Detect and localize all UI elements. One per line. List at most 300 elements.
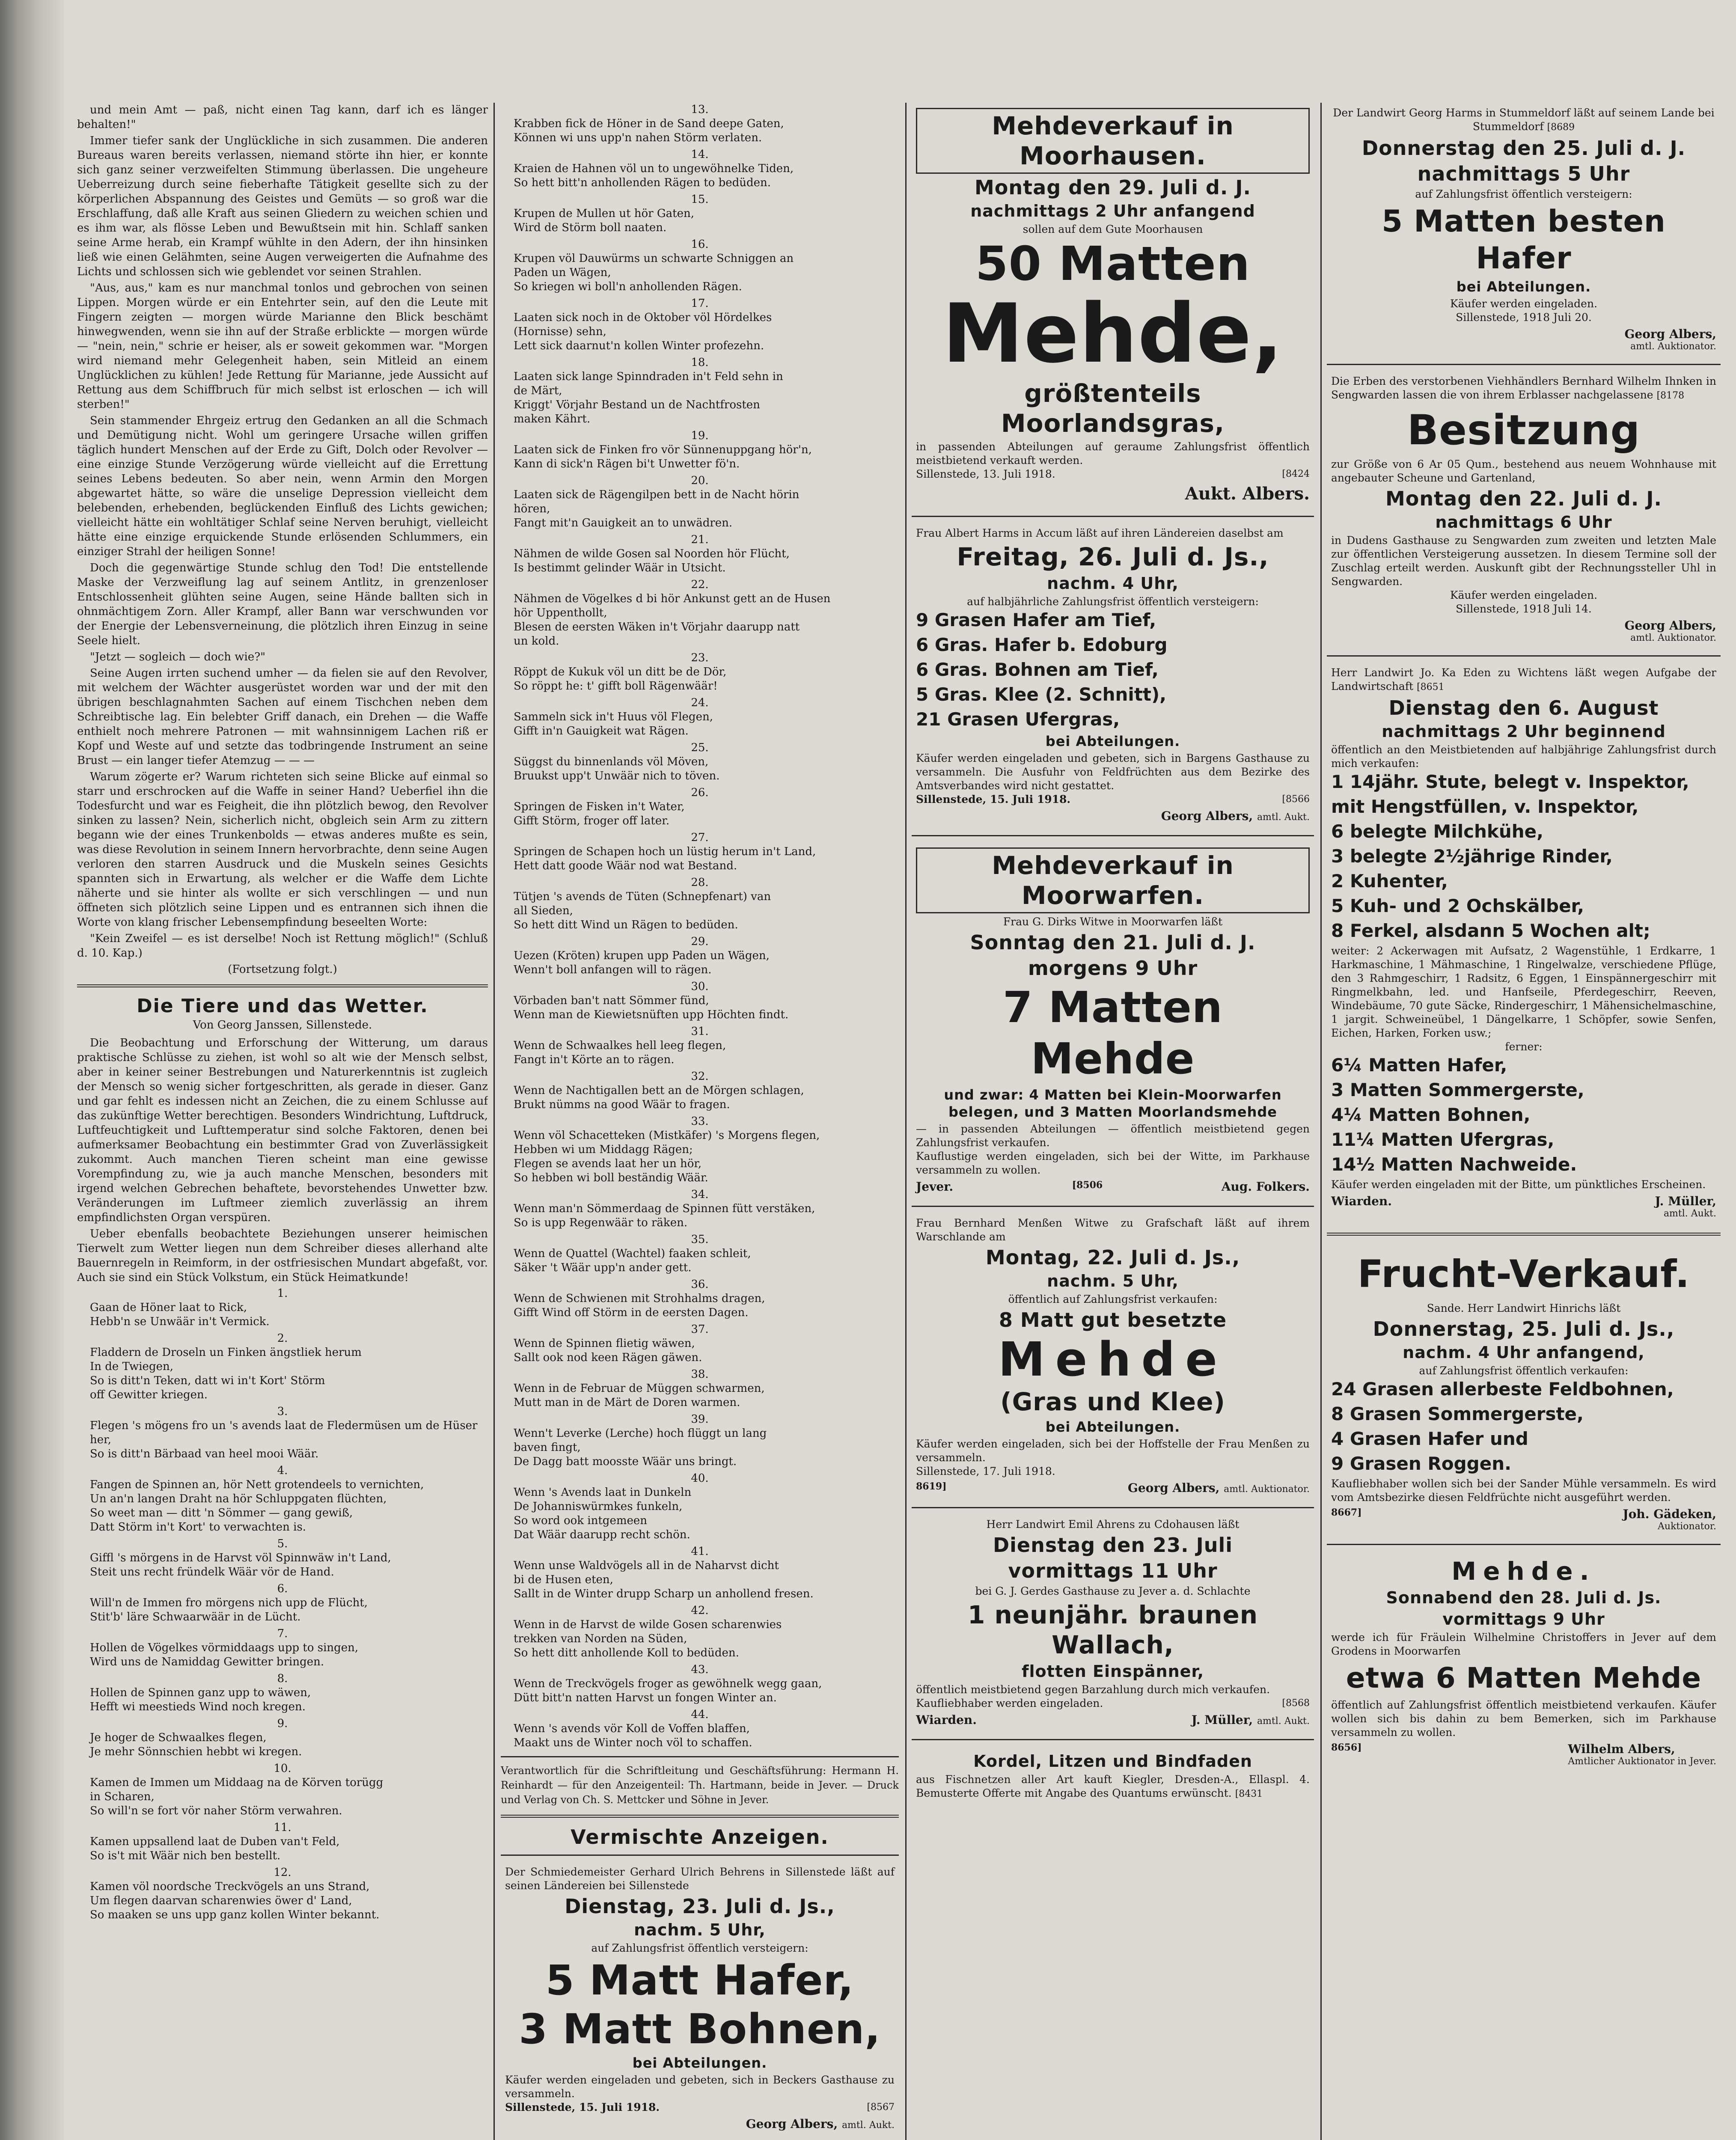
stanza-line: Tütjen 's avends de Tüten (Schnepfenart) van <box>514 890 771 903</box>
stanza-number: 6. <box>277 1582 288 1595</box>
stanza-line: in Scharen, <box>90 1790 155 1803</box>
ad-word: Mehde <box>998 1332 1228 1387</box>
stanza-number: 35. <box>691 1233 709 1246</box>
ad-time: nachm. 5 Uhr, <box>634 1920 766 1939</box>
ad-time: nachm. 5 Uhr, <box>1047 1272 1179 1290</box>
stanza-line: Dütt bitt'n natten Harvst un fongen Winter an. <box>514 1691 777 1704</box>
rhyme-stanza <box>501 1545 899 1601</box>
ad-item-oats: 5 Matt Hafer, <box>545 1956 854 2004</box>
stanza-line: Sallt in de Winter drupp Scharp un anhollend fresen. <box>514 1587 814 1600</box>
ad-terms: in Dudens Gasthause zu Sengwarden zum zweiten und letzten Male zur öffentlichen Versteigerung aussetzen. In diesem Termine soll der Zuschlag erteilt werden. Auskunft gibt der Rechnungssteller Uhl in Sengwarden. <box>1331 534 1716 588</box>
novel-paragraph: Sein stammender Ehrgeiz ertrug den Gedanken an all die Schmach und Demütigung nicht. Wohl um geringere Ursache willen griffen täglich hundert Menschen auf der Erde zu Gift, Dolch oder Revolver — eine einzige Stunde Verzögerung würde vielleicht auf die Errettung seines Lebens bedeuten. So aber nein, wenn Armin den Morgen abgewartet hätte, so wäre die unselige Depression vielleicht dem belebenden, erhebenden, beglückenden Einfluß des Lichts gewichen; vielleicht hätte ein wohltätiger Schlaf seine Nerven beruhigt, vielleicht hätte eine einzige erquickende Stunde erlösenden Schlummers, ein einziger Strahl der heiligen Sonne! <box>77 414 488 558</box>
ad-headline: Frucht-Verkauf. <box>1357 1252 1690 1296</box>
stanza-line: Nähmen de wilde Gosen sal Noorden hör Flücht, <box>514 547 790 560</box>
novel-paragraph: Warum zögerte er? Warum richteten sich seine Blicke auf einmal so starr und erschrocken auf die Waffe in seiner Hand? Ueberfiel ihn die Todesfurcht und war es Feigheit, die ihn plötzlich bewog, den Revolver sinken zu lassen? Nein, sicherlich nicht, obgleich sein Arm zu zittern begann wie der eines Trunkenbolds — etwas anderes mußte es sein, was diese Revolution in seinem Innern hervorbrachte, denn seine Augen verloren den starren Ausdruck und die Muskeln seines Gesichts spannten sich in Erwartung, als welcher er die Waffe dem Lichte näherte und sie hinter als wollte er sich verschlingen — und nun öffneten sich plötzlich seine Lippen und es entrannen sich ihnen die Worte von klang frischer Lebensempfindung beseelten Worte: <box>77 770 488 929</box>
stanza-number: 11. <box>273 1821 291 1834</box>
ad-intro: Sande. Herr Landwirt Hinrichs läßt <box>1427 1302 1621 1314</box>
ad-item-line: 8 Ferkel, alsdann 5 Wochen alt; <box>1331 920 1650 941</box>
novel-paragraph: Immer tiefer sank der Unglückliche in sich zusammen. Die anderen Bureaus waren bereits verlassen, niemand störte ihn hier, er konnte sich ganz seiner verzweifelten Stimmung überlassen. Die ungeheure Ueberreizung durch seine fieberhafte Tätigkeit gesellte sich zu der körperlichen Abspannung des Geistes und Gemüts — so groß war die Erschlaffung, daß alle Kraft aus seinen Gliedern zu weichen schien und es ihm war, als flösse Leben und Bewußtsein mit hin. Schlaff sanken seine Arme herab, ein Krampf wühlte in den Adern, der ihn hinsinken ließ wie einen Gelähmten, seine Augen verweigerten die Aufnahme des Lichts und schlossen sich wie geblendet vor seinen Strahlen. <box>77 134 488 278</box>
ad-mode: auf Zahlungsfrist öffentlich versteigern: <box>1415 188 1632 200</box>
stanza-number: 41. <box>691 1545 709 1558</box>
ad-quantity: 50 Matten <box>975 236 1251 291</box>
ad-time: nachmittags 6 Uhr <box>1435 513 1612 532</box>
stanza-number: 4. <box>277 1464 288 1477</box>
stanza-line: Kamen völ noordsche Treckvögels an uns Strand, <box>90 1880 370 1893</box>
stanza-line: Krupen völ Dauwürms un schwarte Schniggen an <box>514 252 794 265</box>
ad-menssen-grafschaft <box>912 1213 1314 1501</box>
ad-date: Dienstag, 23. Juli d. Js., <box>565 1895 835 1918</box>
stanza-line: Wenn't boll anfangen will to rägen. <box>514 963 712 976</box>
rhyme-stanza <box>501 193 899 235</box>
stanza-number: 29. <box>691 935 709 948</box>
ad-body: aus Fischnetzen aller Art kauft Kiegler, Dresden-A., Ellaspl. 4. Bemusterte Offerte mit Angabe des Quantums erwünscht. [8431 <box>916 1773 1310 1799</box>
stanza-line: off Gewitter kriegen. <box>90 1388 208 1401</box>
rhyme-stanza <box>501 1708 899 1750</box>
stanza-number: 40. <box>691 1472 709 1485</box>
stanza-line: So hebben wi boll beständig Wäär. <box>514 1171 708 1184</box>
stanza-line: Krabben fick de Höner in de Sand deepe Gaten, <box>514 117 784 130</box>
novel-paragraph: Seine Augen irrten suchend umher — da fielen sie auf den Revolver, mit welchem der Wächter ausgerüstet worden war und der mit den übrigen beschlagnahmten Sachen auf einem Tischchen neben dem Schreibtische lag. Ein belebter Griff danach, ein Drehen — die Waffe enthielt noch mehrere Patronen — mit wahnsinnigem Lachen riß er Kopf und Weste auf und setzte das todbringende Instrument an seine Brust — ein langer tiefer Atemzug — — — <box>77 667 488 767</box>
rhyme-stanza <box>501 876 899 932</box>
ad-note: Käufer werden eingeladen. <box>1450 589 1598 601</box>
ad-body: und zwar: 4 Matten bei Klein-Moorwarfen belegen, und 3 Matten Moorlandsmehde <box>944 1087 1282 1120</box>
article-title: Die Tiere und das Wetter. <box>137 995 428 1017</box>
ad-word: Besitzung <box>1407 406 1641 454</box>
ad-date: Sonnabend den 28. Juli d. Js. <box>1386 1588 1662 1607</box>
stanza-line: Lett sick daarnut'n kollen Winter profezehn. <box>514 339 764 352</box>
stanza-number: 13. <box>691 103 709 116</box>
ad-kordel-litzen <box>912 1746 1314 1804</box>
ad-christoffers-mehde <box>1327 1551 1721 1773</box>
stanza-line: Hebben wi um Middagg Rägen; <box>514 1143 693 1156</box>
rhyme-stanza <box>77 1627 488 1669</box>
stanza-number: 26. <box>691 786 709 799</box>
stanza-number: 15. <box>691 193 709 206</box>
ad-sub: bei Abteilungen. <box>1456 279 1591 295</box>
stanza-line: Wird uns de Namiddag Gewitter bringen. <box>90 1656 324 1668</box>
stanza-number: 22. <box>691 578 709 591</box>
ad-item-line: 3 belegte 2½jährige Rinder, <box>1331 846 1613 867</box>
ad-intro: Die Erben des verstorbenen Viehhändlers Bernhard Wilhelm Ihnken in Sengwarden lassen die von ihrem Erblasser nachgelassene [8178 <box>1331 375 1716 401</box>
stanza-line: Will'n de Immen fro mörgens nich upp de Flücht, <box>90 1596 368 1609</box>
ad-ahrens-wallach <box>912 1514 1314 1733</box>
stanza-line: Flegen se avends laat her un hör, <box>514 1157 702 1170</box>
ad-headline: Mehdeverkauf in Moorhausen. <box>916 108 1310 174</box>
stanza-line: Wenn de Nachtigallen bett an de Mörgen schlagen, <box>514 1084 804 1097</box>
stanza-line: Mutt man in de Märt de Doren warmen. <box>514 1396 740 1409</box>
rhyme-stanza <box>501 429 899 471</box>
stanza-number: 5. <box>277 1537 288 1550</box>
rhyme-stanza <box>501 103 899 145</box>
ad-item-line: 14½ Matten Nachweide. <box>1331 1154 1577 1175</box>
stanza-line: Flegen 's mögens fro un 's avends laat de Fledermüsen um de Hüser her, <box>90 1419 478 1446</box>
novel-paragraph: und mein Amt — paß, nicht einen Tag kann, darf ich es länger behalten!" <box>77 104 488 131</box>
stanza-line: Bruukst upp't Unwäär nich to töven. <box>514 770 720 782</box>
ad-item-line: 3 Matten Sommergerste, <box>1331 1079 1584 1100</box>
stanza-line: Kraien de Hahnen völ un to ungewöhnelke Tiden, <box>514 162 794 175</box>
stanza-line: So weet man — ditt 'n Sömmer — gang gewiß, <box>90 1507 353 1519</box>
stanza-number: 12. <box>273 1866 291 1879</box>
stanza-line: de Märt, <box>514 384 562 397</box>
stanza-line: Wenn de Schwienen mit Strohhalms dragen, <box>514 1292 765 1305</box>
column-2 <box>501 103 899 2140</box>
ad-item-beans: 3 Matt Bohnen, <box>519 2005 881 2053</box>
stanza-line: Dat Wäär daarupp recht schön. <box>514 1528 690 1541</box>
stanza-number: 32. <box>691 1070 709 1083</box>
ad-item-line: 6 belegte Milchkühe, <box>1331 821 1544 842</box>
ad-body: zur Größe von 6 Ar 05 Qum., bestehend aus neuem Wohnhause mit angebauter Scheune und Gartenland, <box>1331 458 1716 484</box>
ad-crop-items <box>1331 1054 1716 1176</box>
stanza-number: 7. <box>277 1627 288 1640</box>
stanza-line: De Johanniswürmkes funkeln, <box>514 1500 683 1513</box>
rhyme-stanza <box>501 1278 899 1320</box>
ad-quantity: etwa 6 Matten Mehde <box>1346 1661 1702 1694</box>
rhyme-stanza <box>501 1070 899 1112</box>
ad-signature: Georg Albers, amtl. Aukt. <box>1161 809 1310 823</box>
ad-item-line: 6 Gras. Hafer b. Edoburg <box>916 634 1168 655</box>
ad-item-line: 1 14jähr. Stute, belegt v. Inspektor, <box>1331 771 1689 792</box>
ad-note: Kaufliebhaber wollen sich bei der Sander Mühle versammeln. Es wird vom Amtsbezirke diesen Feldfrüchte nicht ausgeführt werden. <box>1331 1477 1716 1504</box>
ad-note: Kaufliebhaber werden eingeladen. [8568 <box>916 1697 1310 1709</box>
rhyme-stanza <box>501 741 899 783</box>
stanza-line: Wird de Störm boll naaten. <box>514 221 667 234</box>
stanza-line: Laaten sick noch in de Oktober völ Hördelkes <box>514 311 772 324</box>
stanza-line: So is upp Regenwäär to räken. <box>514 1216 688 1229</box>
ad-intro: Frau Albert Harms in Accum läßt auf ihren Ländereien daselbst am <box>916 527 1284 539</box>
ad-mode: öffentlich auf Zahlungsfrist verkaufen: <box>1008 1293 1218 1305</box>
stanza-line: Kriggt' Vörjahr Bestand un de Nachtfrosten <box>514 398 760 411</box>
stanza-line: Können wi uns upp'n nahen Störm verlaten. <box>514 131 762 144</box>
ad-item-line: 6 Gras. Bohnen am Tief, <box>916 659 1159 680</box>
stanza-line: Gifft Wind off Störm in de eersten Dagen. <box>514 1306 749 1319</box>
ad-livestock-items <box>1331 770 1716 942</box>
ad-ihnken-besitzung <box>1327 371 1721 649</box>
stanza-line: Wenn't Leverke (Lerche) hoch flüggt un lang <box>514 1427 767 1440</box>
ad-mode: auf Zahlungsfrist öffentlich versteigern: <box>591 1942 809 1954</box>
ad-note: Käufer werden eingeladen und gebeten, sich in Bargens Gasthause zu versammeln. Die Ausfuhr von Feldfrüchten aus dem Bezirke des Amtsverbandes wird nicht gestattet. <box>916 752 1310 792</box>
ad-intro: Der Landwirt Georg Harms in Stummeldorf läßt auf seinem Lande bei Stummeldorf [8689 <box>1333 107 1715 133</box>
ad-sub: bei Abteilungen. <box>1045 733 1180 749</box>
stanza-line: Wenn in de Februar de Müggen schwarmen, <box>514 1382 765 1395</box>
ad-place-date: Sillenstede, 13. Juli 1918. [8424 <box>916 468 1310 480</box>
rhyme-stanza <box>77 1866 488 1922</box>
ad-date: Montag den 29. Juli d. J. <box>975 176 1251 199</box>
ad-sub: bei Abteilungen. <box>632 2055 767 2071</box>
stanza-line: Kamen uppsallend laat de Duben van't Feld, <box>90 1835 340 1848</box>
ad-signature: Wiarden. J. Müller, amtl. Aukt. <box>916 1713 1310 1727</box>
stanza-number: 44. <box>691 1708 709 1721</box>
ad-intro: Herr Landwirt Emil Ahrens zu Cdohausen läßt <box>986 1518 1240 1531</box>
ad-frucht-verkauf <box>1327 1243 1721 1538</box>
stanza-line: Wenn man'n Sömmerdaag de Spinnen fütt verstäken, <box>514 1202 815 1215</box>
stanza-line: Säker 't Wäär upp'n ander gett. <box>514 1261 692 1274</box>
ad-item-line: 24 Grasen allerbeste Feldbohnen, <box>1331 1379 1674 1400</box>
stanza-line: Brukt nümms na good Wäär to fragen. <box>514 1098 730 1111</box>
ad-date: Donnerstag, 25. Juli d. Js., <box>1373 1317 1675 1340</box>
stanza-line: Gaan de Höner laat to Rick, <box>90 1301 247 1314</box>
stanza-line: trekken van Norden na Süden, <box>514 1632 687 1645</box>
novel-paragraph: Doch die gegenwärtige Stunde schlug den Tod! Die entstellende Maske der Verzweiflung lag auf seinem Antlitz, in grenzenloser Entschlossenheit glühten seine Augen, seine Hände ballten sich in ohnmächtigem Zorn. Aller Krampf, aller Bann war verschwunden vor der Energie der Lebensverneinung, die plötzlich ihren Einzug in seine Seele hielt. <box>77 562 488 647</box>
ad-terms: öffentlich meistbietend gegen Barzahlung durch mich verkaufen. <box>916 1683 1270 1696</box>
stanza-line: So is ditt'n Bärbaad van heel mooi Wäär. <box>90 1447 319 1460</box>
rhyme-stanza <box>501 1115 899 1185</box>
ad-mode: auf halbjährliche Zahlungsfrist öffentlich versteigern: <box>967 595 1259 608</box>
ad-harms-accum <box>912 523 1314 829</box>
ad-headline: Kordel, Litzen und Bindfaden <box>973 1752 1252 1771</box>
ad-item-line: mit Hengstfüllen, v. Inspektor, <box>1331 796 1639 817</box>
novel-installment <box>77 103 488 960</box>
stanza-line: Laaten sick lange Spinndraden in't Feld sehn in <box>514 370 783 383</box>
stanza-line: Laaten sick de Finken fro vör Sünnenuppgang hör'n, <box>514 443 812 456</box>
stanza-line: Wenn völ Schacetteken (Mistkäfer) 's Morgens flegen, <box>514 1129 820 1142</box>
stanza-number: 30. <box>691 980 709 993</box>
weather-rhymes-continued <box>501 103 899 1750</box>
stanza-number: 24. <box>691 696 709 709</box>
stanza-line: Stit'b' läre Schwaarwäär in de Lücht. <box>90 1611 301 1623</box>
rhyme-stanza <box>77 1582 488 1624</box>
ad-terms: in passenden Abteilungen auf geraume Zahlungsfrist öffentlich meistbietend verkauft werden. <box>916 440 1310 467</box>
ad-item-line: 2 Kuhenter, <box>1331 871 1448 892</box>
stanza-line: So kriegen wi boll'n anhollenden Rägen. <box>514 280 742 293</box>
stanza-number: 3. <box>277 1405 288 1418</box>
stanza-line: Vörbaden ban't natt Sömmer fünd, <box>514 994 709 1007</box>
ad-intro: Der Schmiedemeister Gerhard Ulrich Behrens in Sillenstede läßt auf seinen Ländereien bei Sillenstede <box>505 1866 895 1892</box>
rhyme-stanza <box>501 651 899 693</box>
stanza-line: So hett ditt anhollende Koll to bedüden. <box>514 1647 739 1659</box>
column-1 <box>77 103 488 2140</box>
stanza-number: 33. <box>691 1115 709 1128</box>
ad-signature: 8619] Georg Albers, amtl. Auktionator. <box>916 1481 1310 1495</box>
stanza-line: Uezen (Kröten) krupen upp Paden un Wägen, <box>514 949 770 962</box>
stanza-line: So röppt he: t' gifft boll Rägenwäär! <box>514 680 718 693</box>
stanza-line: Hefft wi meestieds Wind noch kregen. <box>90 1700 306 1713</box>
novel-paragraph: "Kein Zweifel — es ist derselbe! Noch ist Rettung möglich!" (Schluß d. 10. Kap.) <box>77 932 488 960</box>
ad-place-date: Sillenstede, 1918 Juli 20. <box>1456 311 1592 324</box>
stanza-number: 16. <box>691 238 709 251</box>
ad-date: Donnerstag den 25. Juli d. J. <box>1361 137 1686 160</box>
stanza-line: maken Kährt. <box>514 413 591 425</box>
stanza-line: So will'n se fort vör naher Störm verwahren. <box>90 1804 342 1817</box>
ad-date: Sonntag den 21. Juli d. J. <box>970 931 1256 954</box>
stanza-line: De Dagg batt moosste Wäär uns bringt. <box>514 1455 737 1468</box>
ad-intro: Herr Landwirt Jo. Ka Eden zu Wichtens läßt wegen Aufgabe der Landwirtschaft [8651 <box>1331 666 1716 693</box>
rhyme-stanza <box>501 533 899 575</box>
ad-date: Freitag, 26. Juli d. Js., <box>957 542 1269 571</box>
ad-note: Käufer werden eingeladen. <box>1450 297 1598 310</box>
stanza-line: Wenn man de Kiewietsnüften upp Höchten findt. <box>514 1008 789 1021</box>
ad-time: morgens 9 Uhr <box>1028 957 1198 980</box>
ad-item: 1 neunjähr. braunen Wallach, <box>967 1600 1258 1659</box>
stanza-number: 38. <box>691 1368 709 1381</box>
rhyme-stanza <box>501 935 899 977</box>
publisher-credit: Verantwortlich für die Schriftleitung und Geschäftsführung: Hermann H. Reinhardt — für den Anzeigenteil: Th. Hartmann, beide in Jever. — Druck und Verlag von Ch. S. Mettcker und Söhne in Jever. <box>501 1765 899 1806</box>
rhyme-stanza <box>501 696 899 738</box>
rhyme-stanza <box>501 578 899 648</box>
rhyme-stanza <box>501 1233 899 1275</box>
stanza-line: all Sieden, <box>514 904 573 917</box>
stanza-line: Nähmen de Vögelkes d bi hör Ankunst gett an de Husen <box>514 592 831 605</box>
stanza-line: So is ditt'n Teken, datt wi in't Kort' Störm <box>90 1374 325 1387</box>
stanza-line: hör Uppenthollt, <box>514 606 607 619</box>
ad-intro: Frau Bernhard Menßen Witwe zu Grafschaft läßt auf ihrem Warschlande am <box>916 1217 1310 1243</box>
stanza-line: Blesen de eersten Wäken in't Vörjahr daarupp natt <box>514 621 800 633</box>
ad-terms: — in passenden Abteilungen — öffentlich meistbietend gegen Zahlungsfrist verkaufen. <box>916 1123 1310 1149</box>
rhyme-stanza <box>501 148 899 190</box>
stanza-line: Hett datt goode Wäär nod wat Bestand. <box>514 859 737 872</box>
stanza-line: Röppt de Kukuk völ un ditt be de Dör, <box>514 666 727 678</box>
rhyme-stanza <box>77 1332 488 1402</box>
stanza-line: Wenn de Schwaalkes hell leeg flegen, <box>514 1039 726 1052</box>
rhyme-stanza <box>501 1412 899 1469</box>
stanza-number: 17. <box>691 297 709 310</box>
stanza-line: Is bestimmt gelinder Wäär in Utsicht. <box>514 562 726 574</box>
continuation-note: (Fortsetzung folgt.) <box>228 963 337 976</box>
column-divider <box>493 103 495 2140</box>
stanza-line: Wenn de Quattel (Wachtel) faaken schleit, <box>514 1247 751 1260</box>
stanza-number: 39. <box>691 1413 709 1426</box>
ad-note: Käufer werden eingeladen und gebeten, sich in Beckers Gasthause zu versammeln. <box>505 2074 895 2100</box>
ad-signature: Georg Albers, amtl. Auktionator. <box>1624 618 1716 643</box>
ad-item-line: 5 Gras. Klee (2. Schnitt), <box>916 684 1167 705</box>
ad-date: Montag den 22. Juli d. J. <box>1385 487 1662 510</box>
rhyme-stanza <box>501 1663 899 1705</box>
ad-signature: 8656] Wilhelm Albers, Amtlicher Auktionator in Jever. <box>1331 1742 1716 1767</box>
stanza-line: Un an'n langen Draht na hör Schluppgaten flüchten, <box>90 1492 387 1505</box>
stanza-line: Hollen de Spinnen ganz upp to wäwen, <box>90 1686 311 1699</box>
ad-item: 5 Matten besten Hafer <box>1382 204 1666 276</box>
stanza-number: 36. <box>691 1278 709 1291</box>
stanza-number: 1. <box>277 1287 288 1300</box>
stanza-line: So hett bitt'n anhollenden Rägen to bedüden. <box>514 176 771 189</box>
rhyme-stanza <box>501 356 899 426</box>
ad-note: Kauflustige werden eingeladen, sich bei der Witte, im Parkhause versammeln zu wollen. <box>916 1150 1310 1176</box>
novel-paragraph: "Aus, aus," kam es nur manchmal tonlos und gebrochen von seinen Lippen. Morgen würde er ein Entehrter sein, auf den die Leute mit Fingern zeigten — morgen würde Marianne den Blick beschämt hinwegwenden, wenn sie ihn auf der Straße erblickte — morgen würde — "nein, nein," schrie er heiser, als er soweit gekommen war. "Morgen wird niemand mehr Gelegenheit haben, sein Mitleid an einem Unglücklichen zu kühlen! Jede Rettung für Marianne, jede Aussicht auf Rettung aus dem Schiffbruch für mich selbst ist erloschen — ich will sterben!" <box>77 282 488 411</box>
stanza-line: Springen de Fisken in't Water, <box>514 800 685 813</box>
stanza-line: Wenn 's Avends laat in Dunkeln <box>514 1486 692 1499</box>
ad-extra: weiter: 2 Ackerwagen mit Aufsatz, 2 Wagenstühle, 1 Erdkarre, 1 Harkmaschine, 1 Mähmaschine, 1 Ringelwalze, verschiedene Pflüge, den 3 Rahmgeschirr, 1 Radsitz, 6 Eggen, 1 Einspännergeschirr mit Ringmelkbahn, led. und Hanfseile, Pferdegeschirr, Reeven, Windebäume, 70 gute Säcke, Rindergeschirr, 1 Mähensichelmaschine, 1 jargit. Schweineübel, 1 Dängelkarre, 1 Schöpfer, sowie Senfen, Eichen, Harken, Forken usw.; <box>1331 945 1716 1039</box>
rhyme-stanza <box>77 1762 488 1818</box>
stanza-number: 9. <box>277 1717 288 1730</box>
stanza-number: 14. <box>691 148 709 161</box>
ad-headline: Mehdeverkauf in Moorwarfen. <box>916 847 1310 913</box>
stanza-line: Kann di sick'n Rägen bi't Unwetter fö'n. <box>514 458 740 470</box>
stanza-line: (Hornisse) sehn, <box>514 325 606 338</box>
ad-mode: auf Zahlungsfrist öffentlich verkaufen: <box>1419 1364 1629 1377</box>
stanza-number: 20. <box>691 474 709 487</box>
stanza-line: Gifft Störm, froger off later. <box>514 814 670 827</box>
stanza-line: Je hoger de Schwaalkes flegen, <box>90 1731 267 1744</box>
rhyme-stanza <box>501 980 899 1022</box>
ad-item-line: 5 Kuh- und 2 Ochskälber, <box>1331 895 1584 916</box>
stanza-line: Hebb'n se Unwäär in't Vermick. <box>90 1315 270 1328</box>
stanza-line: Fangt in't Körte an to rägen. <box>514 1053 675 1066</box>
stanza-number: 27. <box>691 831 709 844</box>
ad-quantity: 8 Matt gut besetzte <box>999 1308 1227 1332</box>
rhyme-stanza <box>77 1537 488 1579</box>
ad-mehde-moorwarfen <box>912 842 1314 1200</box>
ads-section-title: Vermischte Anzeigen. <box>571 1825 829 1849</box>
rhyme-stanza <box>77 1672 488 1714</box>
ad-note: Käufer werden eingeladen mit der Bitte, um pünktliches Erscheinen. <box>1331 1178 1706 1191</box>
ad-signature: Georg Albers, amtl. Auktionator. <box>1624 327 1716 352</box>
stanza-line: Wenn de Spinnen flietig wäwen, <box>514 1337 695 1350</box>
rhyme-stanza <box>501 1471 899 1542</box>
stanza-line: hören, <box>514 502 550 515</box>
stanza-number: 37. <box>691 1323 709 1336</box>
stanza-line: Springen de Schapen hoch un lüstig herum in't Land, <box>514 845 816 858</box>
ad-time: nachmittags 2 Uhr anfangend <box>970 202 1255 220</box>
stanza-line: In de Twiegen, <box>90 1360 173 1373</box>
ad-place-date: Sillenstede, 15. Juli 1918. [8567 <box>505 2101 895 2113</box>
stanza-number: 23. <box>691 651 709 664</box>
ad-signature: 8667] Joh. Gädeken, Auktionator. <box>1331 1507 1716 1532</box>
stanza-number: 28. <box>691 876 709 889</box>
page-binding-edge <box>0 0 64 2140</box>
ad-note: Käufer werden eingeladen, sich bei der Hoffstelle der Frau Menßen zu versammeln. <box>916 1438 1310 1464</box>
ad-sub: flotten Einspänner, <box>1021 1662 1204 1681</box>
column-divider <box>905 103 907 2140</box>
weather-rhymes <box>77 1287 488 1922</box>
column-4 <box>1327 103 1721 2140</box>
stanza-line: Gifft in'n Gauigkeit wat Rägen. <box>514 725 689 737</box>
stanza-number: 42. <box>691 1604 709 1617</box>
stanza-number: 21. <box>691 533 709 546</box>
ad-mode: öffentlich an den Meistbietenden auf halbjährige Zahlungsfrist durch mich verkaufen: <box>1331 743 1716 770</box>
ad-signature: Georg Albers, amtl. Aukt. <box>746 2117 895 2131</box>
stanza-line: Krupen de Mullen ut hör Gaten, <box>514 207 694 220</box>
ad-signature: Wiarden. J. Müller, amtl. Aukt. <box>1331 1194 1716 1219</box>
ad-item-line: 21 Grasen Ufergras, <box>916 709 1120 730</box>
stanza-line: Hollen de Vögelkes vörmiddaags upp to singen, <box>90 1641 359 1654</box>
ad-item-line: 9 Grasen Roggen. <box>1331 1453 1512 1474</box>
stanza-line: Kamen de Immen um Middaag na de Körven torügg <box>90 1776 383 1789</box>
rhyme-stanza <box>501 1604 899 1660</box>
ad-eden-wichtens <box>1327 663 1721 1225</box>
stanza-line: Je mehr Sönnschien hebbt wi kregen. <box>90 1745 302 1758</box>
rhyme-stanza <box>77 1717 488 1759</box>
stanza-line: baven fingt, <box>514 1441 581 1454</box>
rhyme-stanza <box>501 1188 899 1230</box>
rhyme-stanza <box>501 1367 899 1410</box>
rhyme-stanza <box>501 238 899 294</box>
column-3 <box>912 103 1314 2140</box>
ad-place-date: Sillenstede, 1918 Juli 14. <box>1456 603 1592 615</box>
stanza-number: 31. <box>691 1025 709 1038</box>
ad-item-line: 6¼ Matten Hafer, <box>1331 1055 1507 1076</box>
stanza-number: 2. <box>277 1332 288 1345</box>
ad-time: nachmittags 5 Uhr <box>1417 162 1630 185</box>
stanza-line: Laaten sick de Rägengilpen bett in de Nacht hörin <box>514 488 800 501</box>
ad-sub: bei Abteilungen. <box>1045 1419 1180 1435</box>
rhyme-stanza <box>501 297 899 353</box>
stanza-line: So word ook intgemeen <box>514 1514 648 1527</box>
stanza-number: 8. <box>277 1672 288 1685</box>
ad-signature: Jever. [8506 Aug. Folkers. <box>916 1180 1310 1194</box>
ad-time: vormittags 11 Uhr <box>1008 1559 1218 1582</box>
stanza-line: Paden un Wägen, <box>514 266 611 279</box>
novel-paragraph: "Jetzt — sogleich — doch wie?" <box>90 651 266 663</box>
stanza-line: Fangt mit'n Gauigkeit an to unwädren. <box>514 517 733 529</box>
rhyme-stanza <box>501 831 899 873</box>
ad-sub2: (Gras und Klee) <box>1000 1387 1225 1416</box>
column-divider <box>1320 103 1322 2140</box>
stanza-line: Um flegen daarvan scharenwies öwer d' Land, <box>90 1894 352 1907</box>
stanza-number: 10. <box>273 1762 291 1775</box>
rhyme-stanza <box>501 1323 899 1365</box>
rhyme-stanza <box>77 1287 488 1329</box>
stanza-line: Sammeln sick in't Huus völ Flegen, <box>514 710 713 723</box>
rhyme-stanza <box>501 474 899 530</box>
